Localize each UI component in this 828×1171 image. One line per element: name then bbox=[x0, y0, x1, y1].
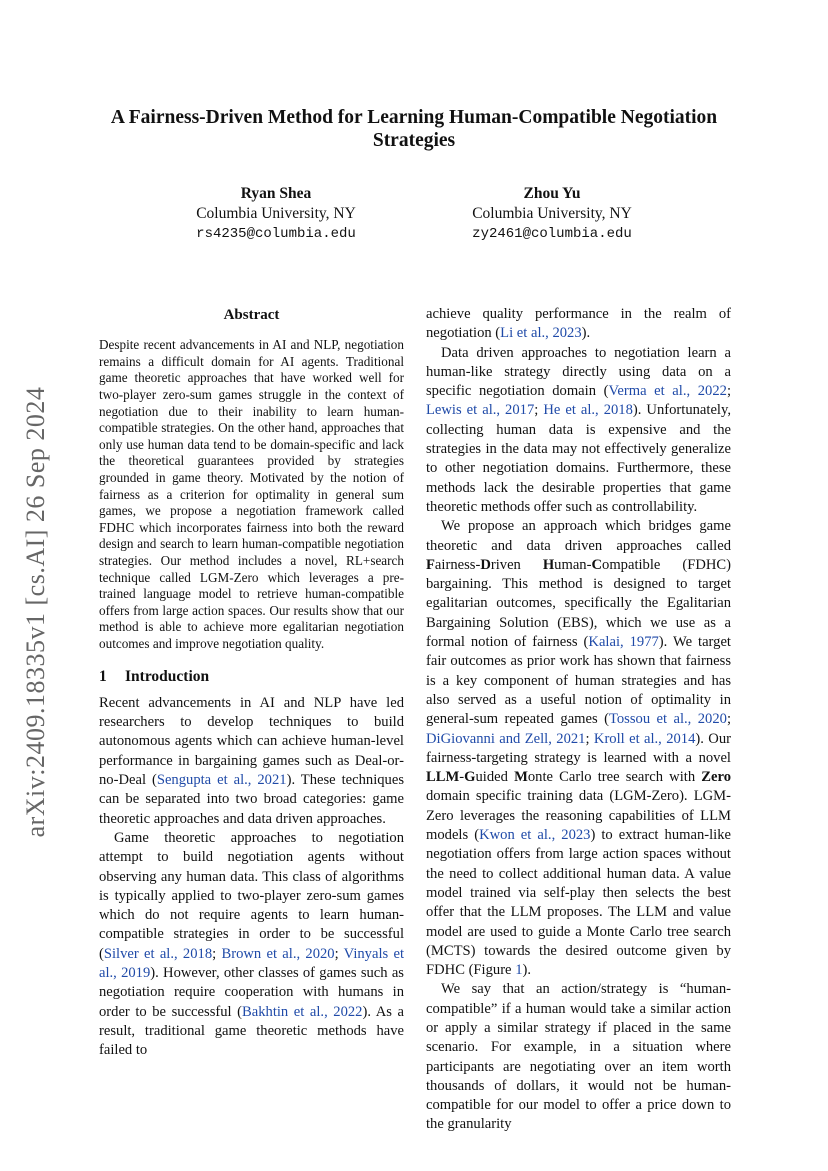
right-column bbox=[426, 305, 731, 1135]
author-affiliation: Columbia University, NY bbox=[472, 205, 632, 222]
author-name: Zhou Yu bbox=[523, 185, 581, 202]
citation-link[interactable]: Li et al., 2023 bbox=[500, 325, 582, 342]
title-line-2: Strategies bbox=[372, 130, 456, 151]
citation-link[interactable]: DiGiovanni and Zell, 2021 bbox=[426, 730, 586, 747]
citation-link[interactable]: He et al., 2018 bbox=[543, 402, 633, 419]
title-line-1: A Fairness-Driven Method for Learning Human-Compatible Negotiation bbox=[110, 107, 718, 128]
citation-link[interactable]: Brown et al., 2020 bbox=[221, 945, 335, 962]
author-block-2 bbox=[422, 184, 682, 244]
arxiv-identifier: arXiv:2409.18335v1 [cs.AI] 26 Sep 2024 bbox=[21, 386, 50, 838]
paragraph-data-driven: Data driven approaches to negotiation learn a human-like strategy directly using data on a specific negotiation domain (Verma et al., 2022; Lewis et al., 2017; He et al., 2018). Unfortunately, collecting human data is expensive and the strategies in the data may not effectively generalize to other negotiation domains. Furthermore, these methods lack the desirable properties that game theoretic methods offer such as controllability. bbox=[426, 344, 731, 515]
citation-link[interactable]: Kwon et al., 2023 bbox=[479, 827, 591, 844]
intro-paragraph-1: Recent advancements in AI and NLP have led researchers to develop techniques to build autonomous agents which can achieve human-level performance in bargaining games such as Deal-or-no-Deal (Sengupta et al., 2021). These techniques can be separated into two broad categories: game theoretic approaches and data driven approaches. bbox=[99, 694, 404, 827]
citation-link[interactable]: Kroll et al., 2014 bbox=[593, 730, 696, 747]
citation-link[interactable]: Verma et al., 2022 bbox=[608, 383, 727, 400]
citation-link[interactable]: Bakhtin et al., 2022 bbox=[242, 1003, 363, 1020]
arxiv-sidebar-stamp bbox=[14, 372, 58, 852]
paragraph-fdhc-proposal: We propose an approach which bridges game theoretic and data driven approaches called Fairness-Driven Human-Compatible (FDHC) bargaining. This method is designed to target egalitarian outcomes, specifically the Egalitarian Bargaining Solution (EBS), which we use as a formal notion of fairness (Kalai, 1977). We target fair outcomes as prior work has shown that fairness is a key component of human strategies and has also served as a useful notion of optimality in general-sum repeated games (Tossou et al., 2020; DiGiovanni and Zell, 2021; Kroll et al., 2014). Our fairness-targeting strategy is learned with a novel LLM-Guided Monte Carlo tree search with Zero domain specific training data (LGM-Zero). LGM-Zero leverages the reasoning capabilities of LLM models (Kwon et al., 2023) to extract human-like negotiation offers from large action spaces without the need to collect additional human data. A value model trained via self-play then selects the best offer that the LLM proposes. The LLM and value model are used to guide a Monte Carlo tree search (MCTS) towards the desired outcome given by FDHC (Figure 1). bbox=[426, 518, 732, 979]
intro-paragraph-2: Game theoretic approaches to negotiation attempt to build negotiation agents without observing any human data. This class of algorithms is typically applied to two-player zero-sum games which do not require agents to learn human-compatible strategies in order to be successful (Silver et al., 2018; Brown et al., 2020; Vinyals et al., 2019). However, other classes of games such as negotiation require cooperation with humans in order to be successful (Bakhtin et al., 2022). As a result, traditional game theoretic methods have failed to bbox=[99, 829, 405, 1059]
left-column bbox=[99, 306, 404, 1061]
author-email[interactable]: rs4235@columbia.edu bbox=[196, 226, 356, 242]
paper-title bbox=[90, 106, 738, 152]
section-number: 1 bbox=[99, 667, 107, 685]
abstract-text: Despite recent advancements in AI and NLP, negotiation remains a difficult domain for AI agents. Traditional game theoretic approaches that have worked well for two-player zero-sum games struggle in the context of negotiation due to their inability to learn human-compatible strategies. On the other hand, approaches that only use human data tend to be domain-specific and lack the theoretical guarantees provided by strategies grounded in game theory. Motivated by the notion of fairness as a criterion for optimality in general sum games, we propose a negotiation framework called FDHC which incorporates fairness into both the reward design and search to learn human-compatible negotiation strategies. Our method includes a novel, RL+search technique called LGM-Zero which leverages a pre-trained language model to retrieve human-compatible offers from large action spaces. Our results show that our method is able to achieve more egalitarian negotiation outcomes and improve negotiation quality. bbox=[99, 337, 404, 651]
citation-link[interactable]: Kalai, 1977 bbox=[588, 634, 659, 651]
citation-link[interactable]: Vinyals et al., 2019 bbox=[99, 945, 405, 982]
author-name: Ryan Shea bbox=[240, 185, 312, 202]
section-title: Introduction bbox=[125, 667, 210, 685]
author-block-1 bbox=[146, 184, 406, 244]
paragraph-continued: achieve quality performance in the realm of negotiation (Li et al., 2023). bbox=[426, 306, 731, 342]
paragraph-human-compatible: We say that an action/strategy is “human-compatible” if a human would take a similar action or apply a similar strategy if placed in the same scenario. For example, in a situation where participants are negotiating over an item worth thousands of dollars, it would not be human-compatible for our model to offer a price down to the granularity bbox=[426, 981, 731, 1133]
figure-link[interactable]: 1 bbox=[515, 962, 523, 979]
citation-link[interactable]: Silver et al., 2018 bbox=[103, 945, 213, 962]
citation-link[interactable]: Tossou et al., 2020 bbox=[608, 711, 727, 728]
abstract-heading: Abstract bbox=[223, 307, 280, 323]
section-heading-introduction bbox=[99, 667, 404, 686]
author-affiliation: Columbia University, NY bbox=[196, 205, 356, 222]
author-email[interactable]: zy2461@columbia.edu bbox=[472, 226, 632, 242]
citation-link[interactable]: Lewis et al., 2017 bbox=[426, 402, 535, 419]
citation-link[interactable]: Sengupta et al., 2021 bbox=[156, 772, 287, 789]
